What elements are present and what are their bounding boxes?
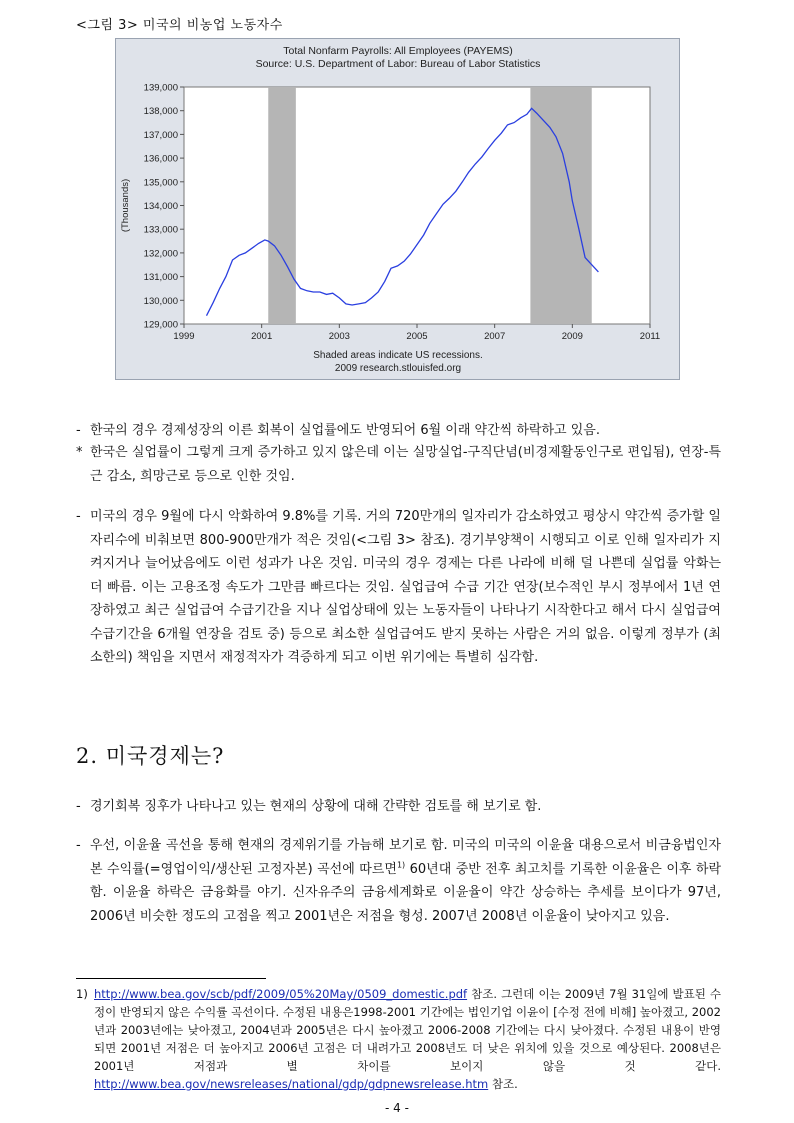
recession-band (268, 87, 296, 324)
paragraph-korea-unemployment-note (76, 441, 721, 488)
y-tick-label: 138,000 (143, 106, 178, 118)
bullet: - (76, 838, 81, 853)
y-tick-label: 137,000 (143, 129, 178, 141)
payroll-chart (115, 38, 680, 380)
paragraph-text: 한국의 경우 경제성장의 이른 회복이 실업률에도 반영되어 6월 이래 약간씩 하락하고 있음. (90, 423, 600, 438)
paragraph-korea-recovery (76, 419, 721, 443)
paragraph-profit-rate (76, 834, 721, 928)
footnote-divider (76, 978, 266, 979)
footnote-text: 참조. 그런데 이는 2009년 7월 31일에 발표된 수정이 반영되지 않은 수익률 곡선이다. 수정된 내용은1998-2001 기간에는 법인기업 이윤이 [수정 전에 비해] 높아졌고, 2002년과 2003년에는 낮아졌고, 2004년과 2005년은 다시 높아졌고 2006-2008 기간에는 다시 낮아졌다. 수정된 내용이 반영되면 2001년 저점은 더 높아지고 2006년 고점은 더 내려가고 2008년도 더 낮은 위치에 있을 것으로 예상된다. 2008년은 2001년 저점과 별 차이를 보이지 않을 것 같다. (94, 987, 721, 1073)
y-tick-label: 136,000 (143, 153, 178, 165)
chart-title: Total Nonfarm Payrolls: All Employees (PAYEMS) (283, 45, 513, 57)
y-tick-label: 135,000 (143, 177, 178, 189)
chart-footer-source: 2009 research.stlouisfed.org (334, 363, 462, 374)
x-tick-label: 2009 (561, 331, 583, 342)
x-tick-label: 2007 (484, 331, 506, 342)
x-tick-label: 1999 (173, 331, 195, 342)
paragraph-text: 미국의 경우 9월에 다시 악화하여 9.8%를 기록. 거의 720만개의 일자리가 감소하였고 평상시 약간씩 증가할 일자리수에 비춰보면 800-900만개가 적은 것임(<그림 3> 참조). 경기부양책이 시행되고 이로 인해 일자리가 지켜지거나 늘어났음에도 이런 성과가 나온 것임. 미국의 경우 경제는 다른 나라에 비해 덜 나쁜데 실업률 악화는 더 빠름. 이는 고용조정 속도가 그만큼 빠르다는 것임. 실업급여 수급 기간 연장(보수적인 부시 정부에서 1년 연장하였고 최근 실업급여 수급기간을 지나 실업상태에 있는 노동자들이 나타나기 시작한다고 해서 다시 실업급여 수급기간을 6개월 연장을 검토 중) 등으로 최소한 실업급여도 받지 못하는 사람은 거의 없음. 이렇게 정부가 (최소한의) 책임을 지면서 재정적자가 격증하게 되고 이번 위기에는 특별히 심각함. (90, 509, 721, 665)
chart-svg (116, 39, 681, 381)
paragraph-us-unemployment (76, 505, 721, 670)
bullet: - (76, 423, 81, 438)
y-tick-label: 133,000 (143, 224, 178, 236)
footnote-body (76, 985, 721, 1093)
x-tick-label: 2003 (328, 331, 350, 342)
y-tick-label: 129,000 (143, 319, 178, 331)
chart-subtitle: Source: U.S. Department of Labor: Bureau of Labor Statistics (255, 58, 541, 70)
y-tick-label: 134,000 (143, 201, 178, 212)
y-tick-label: 132,000 (143, 248, 178, 260)
figure-caption: <그림 3> 미국의 비농업 노동자수 (76, 18, 283, 33)
footnote-number: 1) (76, 987, 88, 1001)
bullet: - (76, 509, 81, 524)
footnote (76, 985, 721, 1093)
footnote-ref[interactable]: 1) (396, 860, 406, 870)
text-before-footnote: 우선, 이윤율 곡선을 통해 현재의 경제위기를 가늠해 보기로 함. 미국의 미국의 이윤율 대용으로서 비금융법인자본 수익률(=영업이익/생산된 고정자본) 곡선에 따르면 (90, 838, 721, 877)
page-number: - 4 - (385, 1101, 409, 1115)
footnote-text-end: 참조. (488, 1077, 518, 1091)
paragraph-text: 한국은 실업률이 그렇게 크게 증가하고 있지 않은데 이는 실망실업-구직단념(비경제활동인구로 편입됨), 연장-특근 감소, 희망근로 등으로 인한 것임. (90, 445, 721, 484)
footnote-link-bea-pdf[interactable]: http://www.bea.gov/scb/pdf/2009/05%20May/0509_domestic.pdf (94, 987, 468, 1001)
x-tick-label: 2001 (251, 331, 273, 342)
y-axis-label: (Thousands) (120, 178, 131, 233)
chart-footer-recessions: Shaded areas indicate US recessions. (313, 350, 483, 361)
y-tick-label: 131,000 (143, 272, 178, 284)
paragraph-recovery-review (76, 795, 721, 819)
paragraph-text: 경기회복 징후가 나타나고 있는 현재의 상황에 대해 간략한 검토를 해 보기로 함. (90, 799, 542, 814)
section-heading: 2. 미국경제는? (76, 744, 225, 768)
y-tick-label: 130,000 (143, 295, 178, 307)
footnote-link-gdp-release[interactable]: http://www.bea.gov/newsreleases/national/gdp/gdpnewsrelease.htm (94, 1077, 489, 1091)
y-tick-label: 139,000 (143, 82, 178, 94)
bullet: * (76, 445, 83, 460)
x-tick-label: 2005 (406, 331, 428, 342)
text-after-footnote: 60년대 중반 전후 최고치를 기록한 이윤율은 이후 하락함. 이윤율 하락은 금융화를 야기. 신자유주의 금융세계화로 이윤율이 약간 상승하는 추세를 보이다가 97년, 2006년 비슷한 정도의 고점을 찍고 2001년은 저점을 형성. 2007년 2008년 이윤율이 낮아지고 있음. (90, 861, 721, 924)
bullet: - (76, 799, 81, 814)
x-tick-label: 2011 (639, 331, 661, 342)
paragraph-text (76, 834, 721, 928)
recession-band (530, 87, 591, 324)
